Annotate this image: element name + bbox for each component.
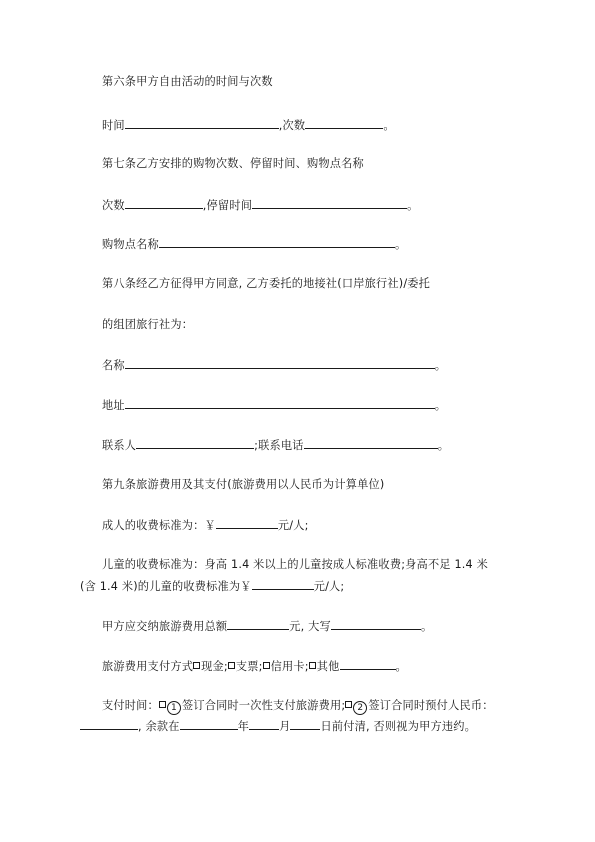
other-method-blank[interactable] — [340, 658, 396, 670]
article6-heading: 第六条甲方自由活动的时间与次数 — [102, 75, 273, 88]
check-checkbox[interactable] — [228, 662, 235, 669]
card-checkbox[interactable] — [263, 662, 270, 669]
agency-address-row: 地址 。 — [102, 399, 447, 412]
article6-fields: 时间 ,次数 。 — [102, 119, 395, 132]
total-fee-row: 甲方应交纳旅游费用总额 元, 大写 。 — [102, 620, 433, 633]
circled-number-two: 2 — [353, 701, 367, 715]
count-label: 次数 — [282, 119, 306, 132]
contact-label: 联系人 — [102, 439, 137, 452]
child-fee-blank[interactable] — [252, 578, 314, 590]
prepay-blank[interactable] — [80, 718, 138, 730]
article7-heading: 第七条乙方安排的购物次数、停留时间、购物点名称 — [102, 157, 364, 170]
other-checkbox[interactable] — [309, 662, 316, 669]
total-fee-label: 甲方应交纳旅游费用总额 — [102, 620, 228, 633]
payment-time-row: 支付时间： 1 签订合同时一次性支付旅游费用; 2 签订合同时预付人民币： — [102, 699, 494, 713]
option2-checkbox[interactable] — [345, 701, 352, 708]
payment-balance-row: , 余款在 年 月 日前付清, 否则视为甲方违约。 — [80, 718, 476, 735]
shopping-count-label: 次数 — [102, 199, 125, 212]
article8-heading-cont: 的组团旅行社为： — [102, 318, 194, 331]
agency-name-row: 名称 。 — [102, 359, 447, 372]
adult-fee-label: 成人的收费标准为：￥ — [102, 519, 216, 532]
shopping-place-blank[interactable] — [159, 236, 395, 248]
circled-number-one: 1 — [167, 701, 181, 715]
contact-blank[interactable] — [136, 437, 254, 449]
month-blank[interactable] — [249, 718, 279, 730]
agency-name-label: 名称 — [102, 359, 125, 372]
agency-name-blank[interactable] — [125, 357, 435, 369]
phone-label: ;联系电话 — [254, 439, 304, 452]
adult-fee-row: 成人的收费标准为：￥ 元/人; — [102, 519, 309, 532]
time-label: 时间 — [102, 119, 125, 132]
payment-method-row: 旅游费用支付方式 现金; 支票; 信用卡; 其他 。 — [102, 660, 407, 673]
agency-address-label: 地址 — [102, 399, 125, 412]
article9-heading: 第九条旅游费用及其支付(旅游费用以人民币为计算单位) — [102, 478, 385, 491]
article8-heading: 第八条经乙方征得甲方同意, 乙方委托的地接社(口岸旅行社)/委托 — [102, 277, 431, 290]
time-blank[interactable] — [125, 117, 279, 129]
count-blank[interactable] — [305, 117, 383, 129]
article7-fields: 次数 ,停留时间 。 — [102, 199, 419, 212]
stay-time-blank[interactable] — [252, 197, 407, 209]
contact-row: 联系人 ;联系电话 。 — [102, 439, 450, 452]
cash-checkbox[interactable] — [193, 662, 200, 669]
option1-checkbox[interactable] — [159, 701, 166, 708]
shopping-count-blank[interactable] — [125, 197, 203, 209]
agency-address-blank[interactable] — [125, 397, 435, 409]
total-fee-words-blank[interactable] — [331, 618, 421, 630]
child-fee-line2: (含 1.4 米)的儿童的收费标准为￥ 元/人; — [80, 580, 345, 593]
total-fee-blank[interactable] — [227, 618, 289, 630]
shopping-place-label: 购物点名称 — [102, 238, 159, 251]
adult-fee-blank[interactable] — [216, 517, 278, 529]
year-blank[interactable] — [180, 718, 238, 730]
stay-time-label: 停留时间 — [206, 199, 253, 212]
day-blank[interactable] — [290, 718, 320, 730]
phone-blank[interactable] — [304, 437, 438, 449]
child-fee-line1: 儿童的收费标准为：身高 1.4 米以上的儿童按成人标准收费;身高不足 1.4 米 — [102, 558, 489, 571]
shopping-place-row: 购物点名称 。 — [102, 238, 407, 251]
